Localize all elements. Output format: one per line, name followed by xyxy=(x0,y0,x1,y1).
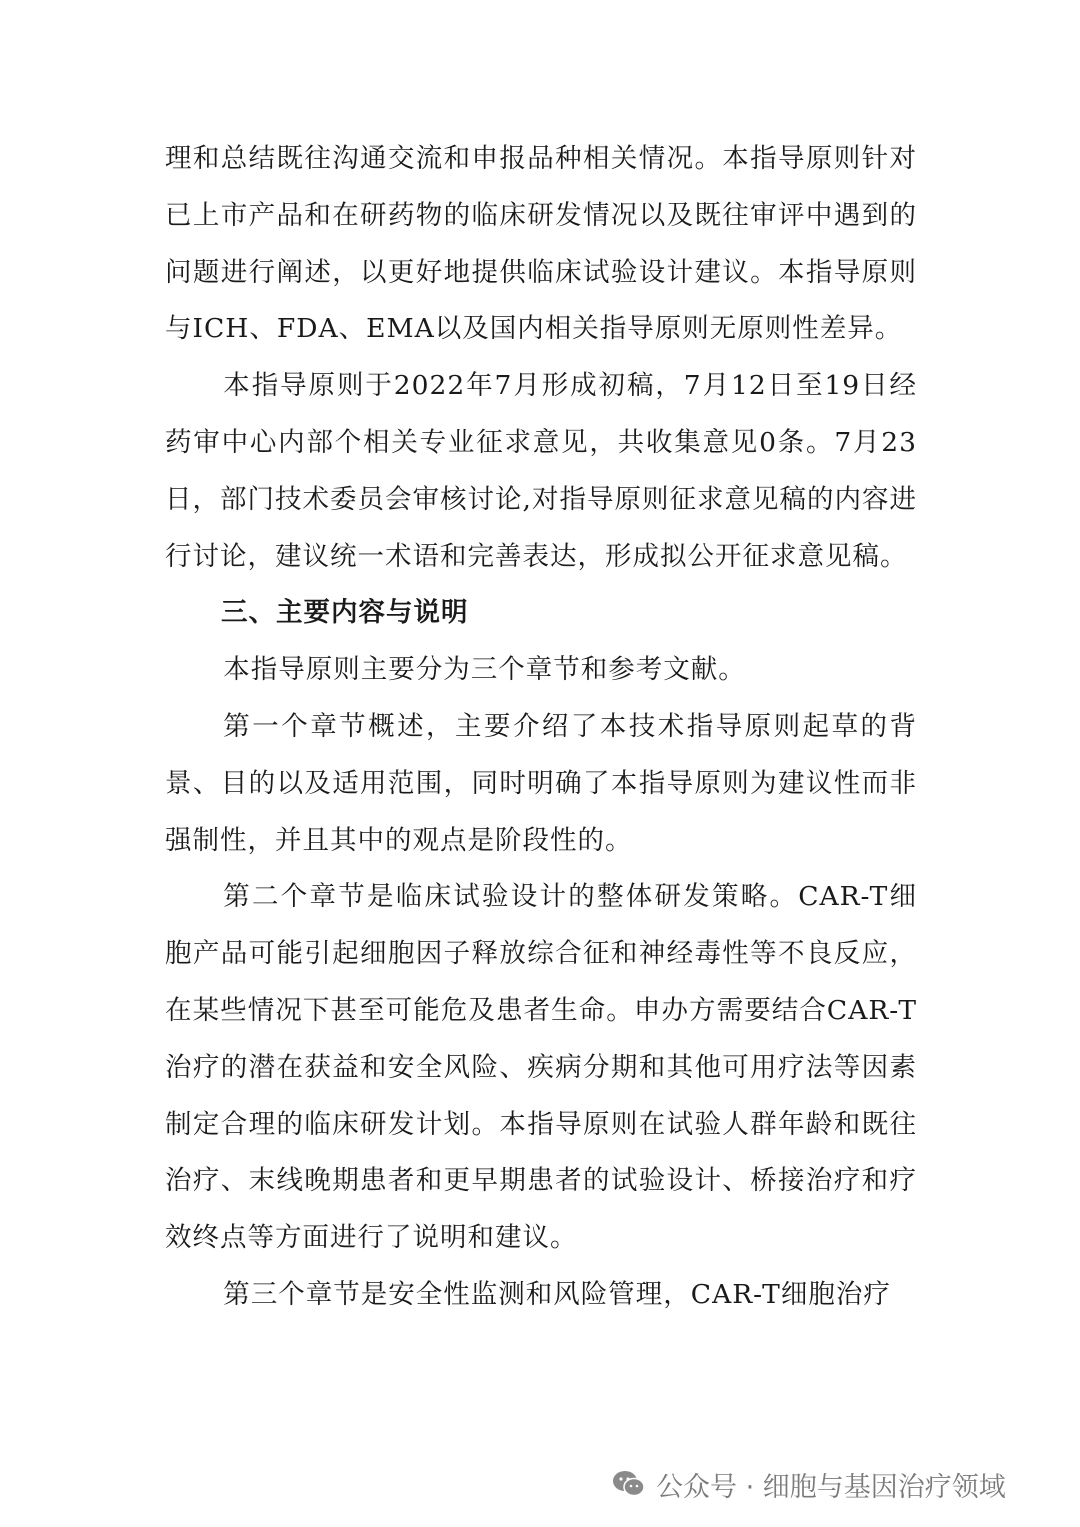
wechat-icon xyxy=(612,1469,646,1499)
paragraph-6: 第三个章节是安全性监测和风险管理，CAR-T细胞治疗 xyxy=(223,1278,891,1310)
paragraph-1: 理和总结既往沟通交流和申报品种相关情况。本指导原则针对已上市产品和在研药物的临床研发情况以及既往审评中遇到的问题进行阐述，以更好地提供临床试验设计建议。本指导原则与ICH、FDA、EMA以及国内相关指导原则无原则性差异。 xyxy=(165,143,917,345)
section-heading: 三、主要内容与说明 xyxy=(221,597,469,629)
document-body xyxy=(165,131,917,1324)
paragraph-5: 第二个章节是临床试验设计的整体研发策略。CAR-T细胞产品可能引起细胞因子释放综合征和神经毒性等不良反应，在某些情况下甚至可能危及患者生命。申办方需要结合CAR-T治疗的潜在获益和安全风险、疾病分期和其他可用疗法等因素制定合理的临床研发计划。本指导原则在试验人群年龄和既往治疗、末线晚期患者和更早期患者的试验设计、桥接治疗和疗效终点等方面进行了说明和建议。 xyxy=(165,881,917,1254)
paragraph-2: 本指导原则于2022年7月形成初稿，7月12日至19日经药审中心内部个相关专业征求意见，共收集意见0条。7月23日，部门技术委员会审核讨论,对指导原则征求意见稿的内容进行讨论，建议统一术语和完善表达，形成拟公开征求意见稿。 xyxy=(165,370,917,572)
paragraph-3: 本指导原则主要分为三个章节和参考文献。 xyxy=(223,654,746,686)
watermark xyxy=(612,1462,1006,1506)
watermark-text: 公众号 · 细胞与基因治疗领域 xyxy=(656,1471,1006,1503)
paragraph-4: 第一个章节概述，主要介绍了本技术指导原则起草的背景、目的以及适用范围，同时明确了本指导原则为建议性而非强制性，并且其中的观点是阶段性的。 xyxy=(165,710,917,856)
